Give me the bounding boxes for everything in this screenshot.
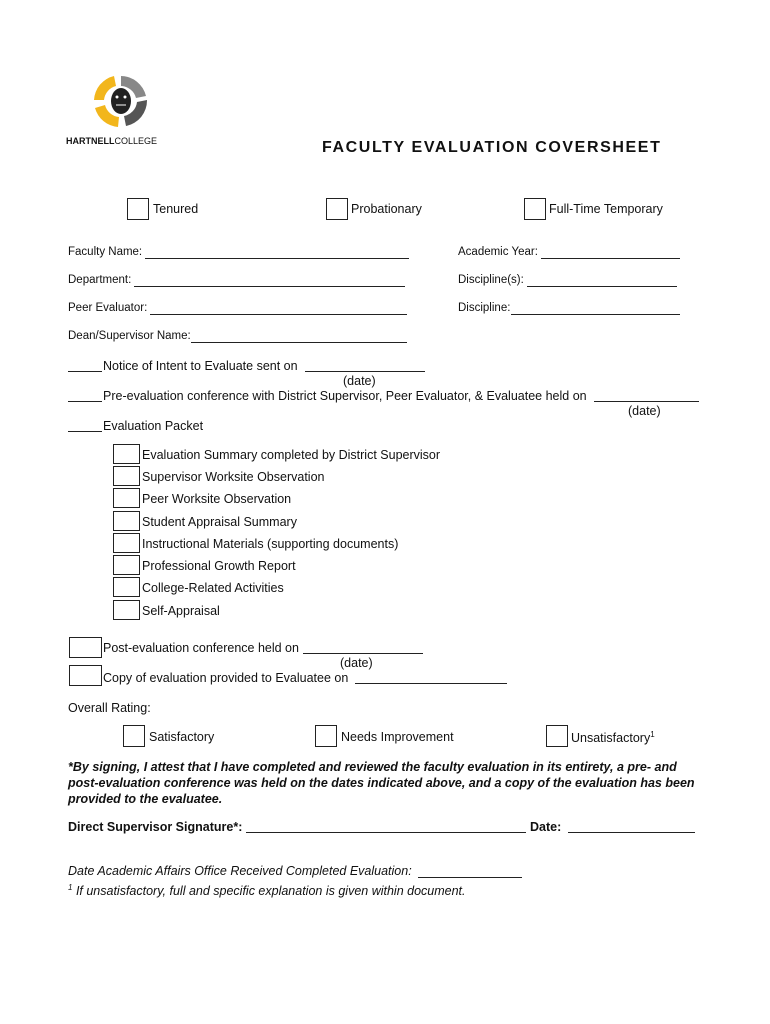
academic-year-field[interactable] <box>541 258 680 259</box>
pre-eval-label: Pre-evaluation conference with District Supervisor, Peer Evaluator, & Evaluatee held on <box>103 389 587 403</box>
overall-rating-label: Overall Rating: <box>68 701 151 715</box>
packet-item-label-2: Supervisor Worksite Observation <box>142 470 325 484</box>
packet-label: Evaluation Packet <box>103 419 204 433</box>
copy-provided-checkbox[interactable] <box>69 665 102 686</box>
dean-supervisor-label: Dean/Supervisor Name: <box>68 330 191 342</box>
footnote-mark: 1 <box>68 883 73 892</box>
faculty-name-label: Faculty Name: <box>68 246 143 258</box>
full-time-temporary-checkbox[interactable] <box>524 198 546 220</box>
post-conf-date-caption: (date) <box>340 656 373 670</box>
footnote-text: If unsatisfactory, full and specific explanation is given within document. <box>75 884 466 899</box>
probationary-label: Probationary <box>351 202 422 216</box>
notice-label: Notice of Intent to Evaluate sent on <box>103 359 298 373</box>
disciplines-label: Discipline(s): <box>458 274 524 286</box>
department-field[interactable] <box>134 286 405 287</box>
received-label: Date Academic Affairs Office Received Completed Evaluation: <box>68 864 412 878</box>
pre-eval-date-field[interactable] <box>594 401 699 402</box>
discipline-field[interactable] <box>511 314 680 315</box>
packet-item-checkbox-2[interactable] <box>113 466 140 486</box>
needs-improvement-label: Needs Improvement <box>341 730 454 744</box>
packet-item-label-1: Evaluation Summary completed by District Supervisor <box>142 448 441 462</box>
copy-provided-label: Copy of evaluation provided to Evaluatee on <box>103 671 349 685</box>
college-logo <box>66 70 176 155</box>
tenured-label: Tenured <box>153 202 199 216</box>
department-label: Department: <box>68 274 132 286</box>
received-date-field[interactable] <box>418 877 522 878</box>
packet-check-line[interactable] <box>68 431 102 432</box>
discipline-label: Discipline: <box>458 302 511 314</box>
satisfactory-checkbox[interactable] <box>123 725 145 747</box>
logo-text-hartnell: HARTNELL <box>66 136 115 146</box>
packet-item-checkbox-1[interactable] <box>113 444 140 464</box>
pre-eval-check-line[interactable] <box>68 401 102 402</box>
unsatisfactory-checkbox[interactable] <box>546 725 568 747</box>
satisfactory-label: Satisfactory <box>149 730 215 744</box>
unsatisfactory-text: Unsatisfactory <box>571 731 651 746</box>
unsatisfactory-footnote-mark: 1 <box>650 730 655 739</box>
packet-item-label-5: Instructional Materials (supporting documents) <box>142 537 399 551</box>
notice-date-field[interactable] <box>305 371 425 372</box>
academic-year-label: Academic Year: <box>458 246 538 258</box>
signature-date-field[interactable] <box>568 832 695 833</box>
packet-item-label-8: Self-Appraisal <box>142 604 220 618</box>
unsatisfactory-label <box>571 730 655 745</box>
dean-supervisor-field[interactable] <box>191 342 407 343</box>
peer-evaluator-field[interactable] <box>150 314 407 315</box>
packet-item-label-7: College-Related Activities <box>142 581 284 595</box>
page-title: FACULTY EVALUATION COVERSHEET <box>322 139 662 156</box>
packet-item-checkbox-4[interactable] <box>113 511 140 531</box>
logo-wordmark <box>66 136 157 146</box>
disciplines-field[interactable] <box>527 286 677 287</box>
packet-item-checkbox-3[interactable] <box>113 488 140 508</box>
packet-item-checkbox-5[interactable] <box>113 533 140 553</box>
tenured-checkbox[interactable] <box>127 198 149 220</box>
notice-check-line[interactable] <box>68 371 102 372</box>
packet-item-label-6: Professional Growth Report <box>142 559 296 573</box>
notice-date-caption: (date) <box>343 374 376 388</box>
signature-label: Direct Supervisor Signature*: <box>68 820 243 834</box>
signature-field[interactable] <box>246 832 526 833</box>
post-conf-date-field[interactable] <box>303 653 423 654</box>
packet-item-checkbox-8[interactable] <box>113 600 140 620</box>
post-conf-checkbox[interactable] <box>69 637 102 658</box>
post-conf-label: Post-evaluation conference held on <box>103 641 299 655</box>
signature-date-label: Date: <box>530 820 562 834</box>
full-time-temporary-label: Full-Time Temporary <box>549 202 663 216</box>
copy-provided-date-field[interactable] <box>355 683 507 684</box>
faculty-name-field[interactable] <box>145 258 409 259</box>
pre-eval-date-caption: (date) <box>628 404 661 418</box>
attestation-text: *By signing, I attest that I have completed and reviewed the faculty evaluation in its entirety, a pre- and post-evaluation conference was held on the dates indicated above, and a copy of the evaluation has been provided to the evaluatee. <box>68 760 695 806</box>
packet-item-label-3: Peer Worksite Observation <box>142 492 292 506</box>
packet-item-label-4: Student Appraisal Summary <box>142 515 297 529</box>
packet-item-checkbox-6[interactable] <box>113 555 140 575</box>
peer-evaluator-label: Peer Evaluator: <box>68 302 148 314</box>
college-seal-icon <box>66 70 176 132</box>
probationary-checkbox[interactable] <box>326 198 348 220</box>
packet-item-checkbox-7[interactable] <box>113 577 140 597</box>
needs-improvement-checkbox[interactable] <box>315 725 337 747</box>
logo-text-college: COLLEGE <box>114 136 158 146</box>
footnote <box>68 883 466 898</box>
